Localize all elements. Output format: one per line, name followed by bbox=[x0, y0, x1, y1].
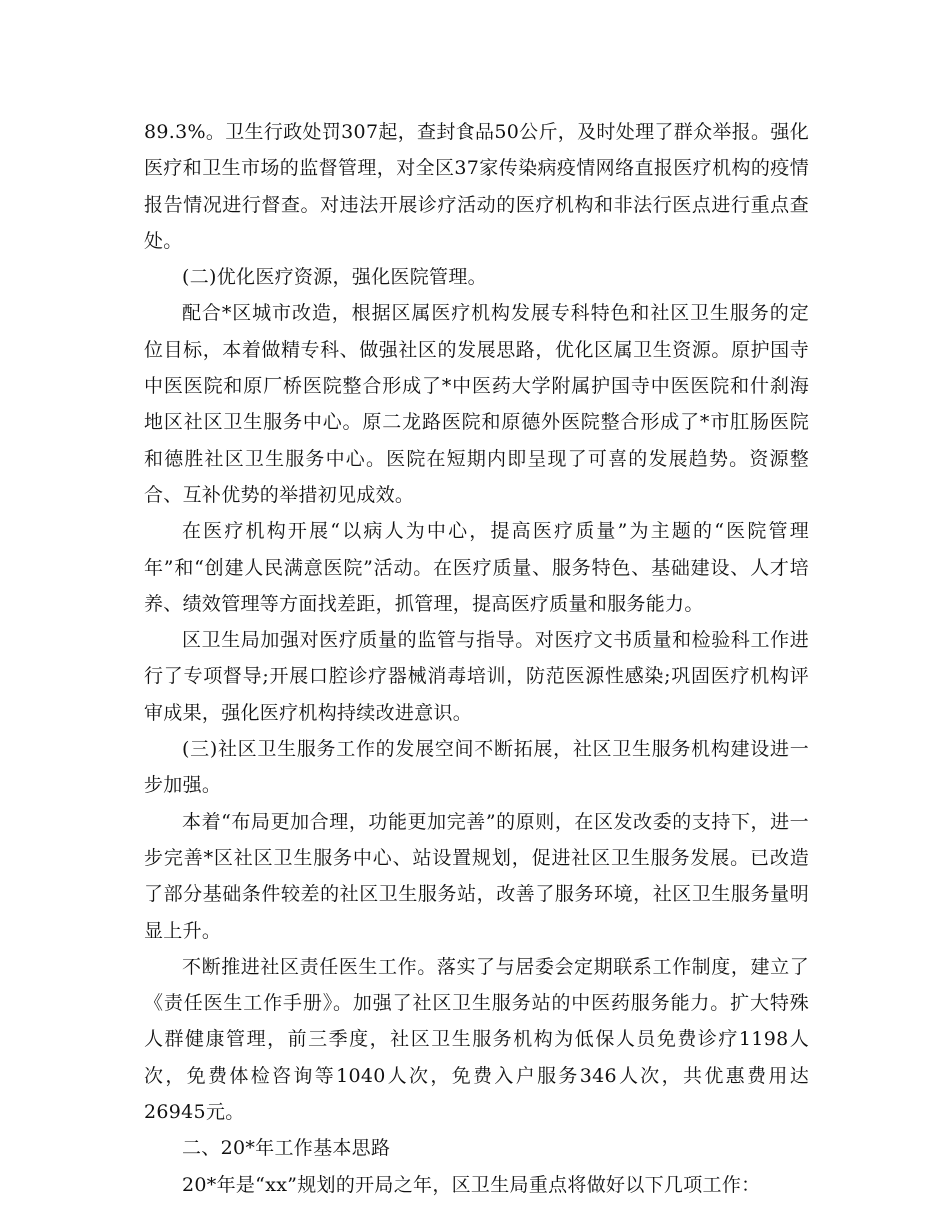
document-body bbox=[144, 114, 809, 1203]
section-heading-community-health: (三)社区卫生服务工作的发展空间不断拓展，社区卫生服务机构建设进一步加强。 bbox=[144, 738, 809, 797]
section-heading-optimize-resources: (二)优化医疗资源，强化医院管理。 bbox=[182, 266, 487, 289]
paragraph-responsible-doctor: 不断推进社区责任医生工作。落实了与居委会定期联系工作制度，建立了《责任医生工作手册》。加强了社区卫生服务站的中医药服务能力。扩大特殊人群健康管理，前三季度，社区卫生服务机构为低保人员免费诊疗1198人次，免费体检咨询等1040人次，免费入户服务346人次，共优惠费用达26945元。 bbox=[144, 955, 809, 1124]
paragraph-plan-intro: 20*年是“xx”规划的开局之年，区卫生局重点将做好以下几项工作： bbox=[182, 1173, 761, 1196]
paragraph-quality-supervision: 区卫生局加强对医疗质量的监管与指导。对医疗文书质量和检验科工作进行了专项督导;开展口腔诊疗器械消毒培训，防范医源性感染;巩固医疗机构评审成果，强化医疗机构持续改进意识。 bbox=[144, 629, 809, 724]
paragraph-layout-principle: 本着“布局更加合理，功能更加完善”的原则，在区发改委的支持下，进一步完善*区社区卫生服务中心、站设置规划，促进社区卫生服务发展。已改造了部分基础条件较差的社区卫生服务站，改善了服务环境，社区卫生服务量明显上升。 bbox=[144, 810, 809, 942]
paragraph-urban-renovation: 配合*区城市改造，根据区属医疗机构发展专科特色和社区卫生服务的定位目标，本着做精专科、做强社区的发展思路，优化区属卫生资源。原护国寺中医医院和原厂桥医院整合形成了*中医药大学附属护国寺中医医院和什刹海地区社区卫生服务中心。原二龙路医院和原德外医院整合形成了*市肛肠医院和德胜社区卫生服务中心。医院在短期内即呈现了可喜的发展趋势。资源整合、互补优势的举措初见成效。 bbox=[144, 302, 809, 506]
section-heading-work-plan: 二、20*年工作基本思路 bbox=[182, 1137, 391, 1160]
paragraph-continuation: 89.3%。卫生行政处罚307起，查封食品50公斤，及时处理了群众举报。强化医疗和卫生市场的监督管理，对全区37家传染病疫情网络直报医疗机构的疫情报告情况进行督查。对违法开展诊疗活动的医疗机构和非法行医点进行重点查处。 bbox=[144, 121, 809, 252]
paragraph-hospital-management-year: 在医疗机构开展“以病人为中心，提高医疗质量”为主题的“医院管理年”和“创建人民满意医院”活动。在医疗质量、服务特色、基础建设、人才培养、绩效管理等方面找差距，抓管理，提高医疗质量和服务能力。 bbox=[144, 520, 809, 615]
